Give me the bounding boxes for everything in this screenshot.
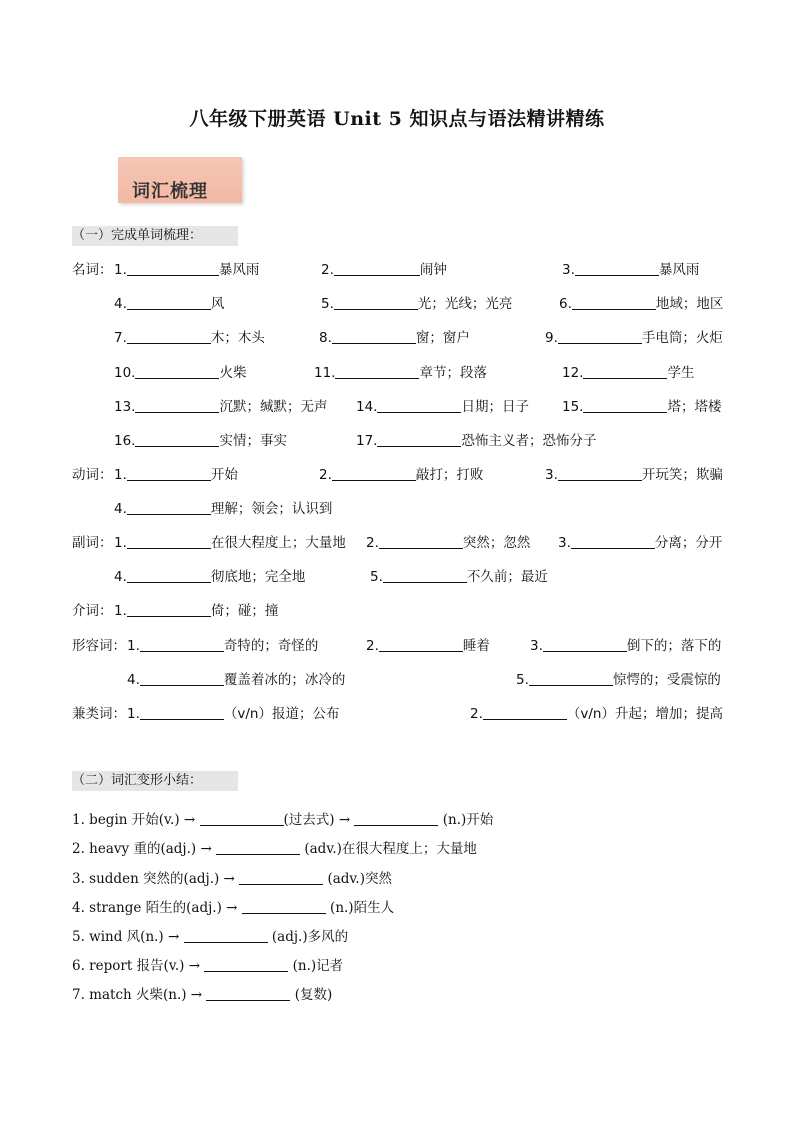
- answer-blank[interactable]: [377, 398, 461, 413]
- noun-item-6: 6. 地域；地区: [559, 296, 724, 312]
- section-heading-word-review: （一）完成单词梳理：: [72, 226, 238, 246]
- badge-label: 词汇梳理: [132, 181, 208, 202]
- prep-item-1: 1. 倚；碰；撞: [114, 603, 279, 619]
- noun-item-9: 9. 手电筒；火炬: [545, 330, 723, 346]
- noun-item-2: 2. 闹钟: [321, 262, 447, 278]
- verb-item-3: 3. 开玩笑；欺骗: [545, 467, 723, 483]
- adverb-item-2: 2. 突然；忽然: [366, 535, 531, 551]
- noun-item-3: 3. 暴风雨: [562, 262, 700, 278]
- answer-blank[interactable]: [383, 568, 467, 583]
- vocabulary-badge: [118, 157, 242, 203]
- answer-blank[interactable]: [239, 870, 323, 885]
- transform-item-5: 5. wind 风(n.) → (adj.)多风的: [72, 929, 349, 945]
- verb-item-1: 1. 开始: [114, 467, 238, 483]
- answer-blank[interactable]: [127, 329, 211, 344]
- answer-blank[interactable]: [335, 364, 419, 379]
- noun-item-15: 15. 塔；塔楼: [562, 399, 722, 415]
- answer-blank[interactable]: [127, 568, 211, 583]
- adverb-item-3: 3. 分离；分开: [558, 535, 723, 551]
- answer-blank[interactable]: [127, 500, 211, 515]
- category-verb: 动词：: [72, 467, 113, 483]
- adj-item-3: 3. 倒下的；落下的: [530, 638, 722, 654]
- category-adjective: 形容词：: [72, 638, 126, 654]
- noun-item-17: 17. 恐怖主义者；恐怖分子: [356, 433, 597, 449]
- answer-blank[interactable]: [571, 534, 655, 549]
- answer-blank[interactable]: [140, 637, 224, 652]
- noun-item-8: 8. 窗；窗户: [319, 330, 470, 346]
- answer-blank[interactable]: [377, 432, 461, 447]
- adverb-item-1: 1. 在很大程度上；大量地: [114, 535, 346, 551]
- noun-item-14: 14. 日期；日子: [356, 399, 529, 415]
- answer-blank[interactable]: [140, 671, 224, 686]
- transform-item-7: 7. match 火柴(n.) → (复数): [72, 987, 333, 1003]
- transform-item-4: 4. strange 陌生的(adj.) → (n.)陌生人: [72, 900, 395, 916]
- multi-item-2: 2. （v/n）升起；增加；提高: [470, 706, 723, 722]
- answer-blank[interactable]: [558, 329, 642, 344]
- adverb-item-5: 5. 不久前；最近: [370, 569, 548, 585]
- answer-blank[interactable]: [127, 261, 219, 276]
- noun-item-10: 10. 火柴: [114, 365, 247, 381]
- answer-blank[interactable]: [216, 840, 300, 855]
- adverb-item-4: 4. 彻底地；完全地: [114, 569, 306, 585]
- answer-blank[interactable]: [379, 534, 463, 549]
- answer-blank[interactable]: [184, 928, 268, 943]
- transform-item-1: 1. begin 开始(v.) → (过去式) → (n.)开始: [72, 812, 494, 828]
- answer-blank[interactable]: [543, 637, 627, 652]
- answer-blank[interactable]: [583, 364, 667, 379]
- answer-blank[interactable]: [379, 637, 463, 652]
- answer-blank[interactable]: [575, 261, 659, 276]
- noun-item-5: 5. 光；光线；光亮: [321, 296, 513, 312]
- adj-item-1: 1. 奇特的；奇怪的: [127, 638, 319, 654]
- adj-item-5: 5. 惊愕的；受震惊的: [516, 672, 721, 688]
- category-adverb: 副词：: [72, 535, 113, 551]
- transform-item-3: 3. sudden 突然的(adj.) → (adv.)突然: [72, 871, 392, 887]
- transform-item-6: 6. report 报告(v.) → (n.)记者: [72, 958, 344, 974]
- verb-item-4: 4. 理解；领会；认识到: [114, 501, 333, 517]
- answer-blank[interactable]: [332, 466, 416, 481]
- answer-blank[interactable]: [135, 364, 219, 379]
- answer-blank[interactable]: [334, 261, 420, 276]
- answer-blank[interactable]: [127, 295, 211, 310]
- answer-blank[interactable]: [127, 534, 211, 549]
- answer-blank[interactable]: [127, 466, 211, 481]
- answer-blank[interactable]: [204, 957, 288, 972]
- category-multi: 兼类词：: [72, 706, 126, 722]
- noun-item-12: 12. 学生: [562, 365, 695, 381]
- noun-item-16: 16. 实情；事实: [114, 433, 287, 449]
- answer-blank[interactable]: [140, 705, 224, 720]
- adj-item-4: 4. 覆盖着冰的；冰冷的: [127, 672, 346, 688]
- verb-item-2: 2. 敲打；打败: [319, 467, 484, 483]
- category-noun: 名词：: [72, 262, 113, 278]
- section-heading-word-forms: （二）词汇变形小结：: [72, 771, 238, 791]
- answer-blank[interactable]: [200, 811, 284, 826]
- answer-blank[interactable]: [583, 398, 667, 413]
- category-preposition: 介词：: [72, 603, 113, 619]
- transform-item-2: 2. heavy 重的(adj.) → (adv.)在很大程度上；大量地: [72, 841, 477, 857]
- page-title: 八年级下册英语 Unit 5 知识点与语法精讲精练: [189, 108, 605, 130]
- answer-blank[interactable]: [135, 432, 219, 447]
- answer-blank[interactable]: [483, 705, 567, 720]
- answer-blank[interactable]: [572, 295, 656, 310]
- noun-item-13: 13. 沉默；缄默；无声: [114, 399, 328, 415]
- answer-blank[interactable]: [332, 329, 416, 344]
- answer-blank[interactable]: [242, 899, 326, 914]
- answer-blank[interactable]: [127, 602, 211, 617]
- answer-blank[interactable]: [354, 811, 438, 826]
- noun-item-7: 7. 木；木头: [114, 330, 265, 346]
- answer-blank[interactable]: [334, 295, 418, 310]
- answer-blank[interactable]: [558, 466, 642, 481]
- noun-item-11: 11. 章节；段落: [314, 365, 487, 381]
- noun-item-4: 4. 风: [114, 296, 225, 312]
- answer-blank[interactable]: [206, 986, 290, 1001]
- answer-blank[interactable]: [135, 398, 219, 413]
- answer-blank[interactable]: [529, 671, 613, 686]
- adj-item-2: 2. 睡着: [366, 638, 490, 654]
- multi-item-1: 1. （v/n）报道；公布: [127, 706, 340, 722]
- noun-item-1: 1. 暴风雨: [114, 262, 260, 278]
